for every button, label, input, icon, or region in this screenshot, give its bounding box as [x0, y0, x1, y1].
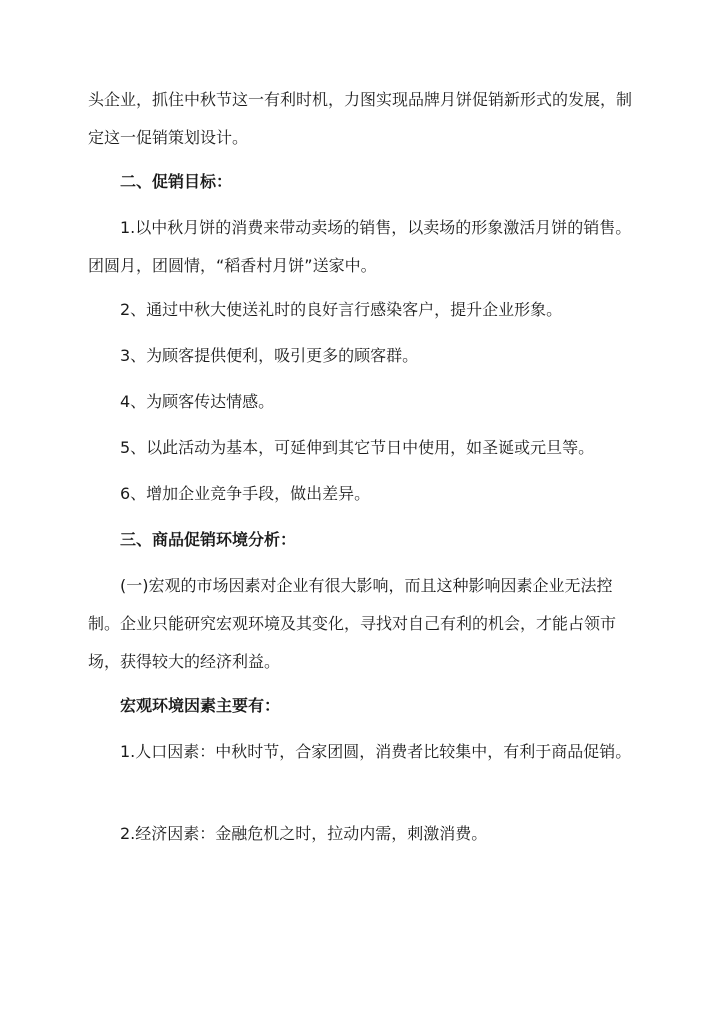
- paragraph-goal-4: 4、为顾客传达情感。: [120, 392, 275, 411]
- heading-macro-factors: 宏观环境因素主要有：: [120, 696, 281, 715]
- paragraph-goal-1: 1.以中秋月饼的消费来带动卖场的销售，以卖场的形象激活月饼的销售。团圆月，团圆情，“稻香村月饼”送家中。: [88, 218, 632, 275]
- paragraph-goal-6: 6、增加企业竞争手段，做出差异。: [120, 484, 371, 503]
- heading-environment-analysis: 三、商品促销环境分析：: [120, 530, 297, 549]
- paragraph-intro: 头企业，抓住中秋节这一有利时机，力图实现品牌月饼促销新形式的发展，制定这一促销策划设计。: [88, 90, 633, 147]
- paragraph-macro-2: 2.经济因素：金融危机之时，拉动内需，刺激消费。: [120, 824, 488, 843]
- paragraph-environment-1: (一)宏观的市场因素对企业有很大影响，而且这种影响因素企业无法控制。企业只能研究宏观环境及其变化，寻找对自己有利的机会，才能占领市场，获得较大的经济利益。: [88, 576, 617, 671]
- paragraph-macro-1: 1.人口因素：中秋时节，合家团圆，消费者比较集中，有利于商品促销。: [120, 742, 632, 761]
- heading-promotion-goals: 二、促销目标：: [120, 172, 233, 191]
- paragraph-goal-5: 5、以此活动为基本，可延伸到其它节日中使用，如圣诞或元旦等。: [120, 438, 595, 457]
- paragraph-goal-2: 2、通过中秋大使送礼时的良好言行感染客户，提升企业形象。: [120, 300, 563, 319]
- paragraph-goal-3: 3、为顾客提供便利，吸引更多的顾客群。: [120, 346, 419, 365]
